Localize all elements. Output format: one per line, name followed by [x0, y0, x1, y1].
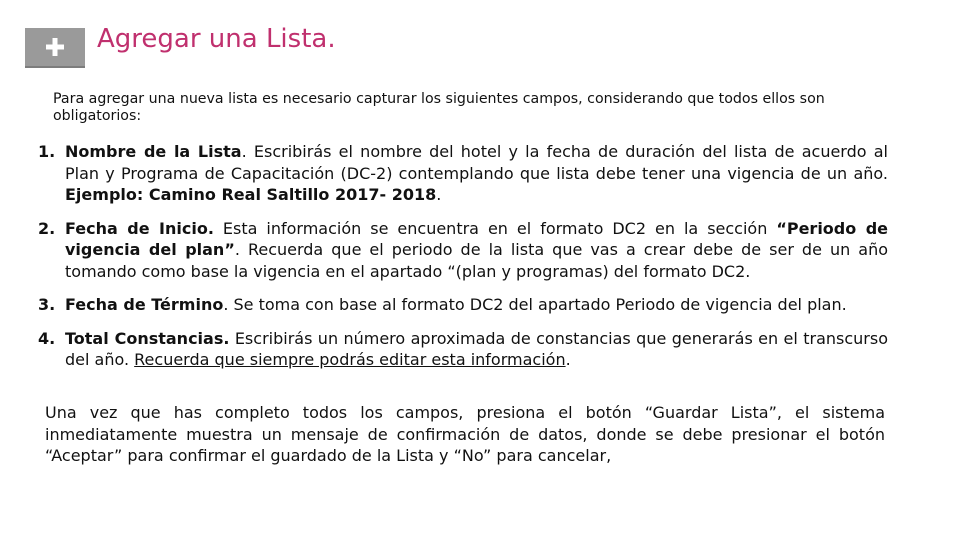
- edit-reminder: Recuerda que siempre podrás editar esta información: [134, 350, 566, 369]
- item-number: 4.: [38, 328, 56, 348]
- field-label: Fecha de Inicio.: [65, 218, 214, 238]
- field-label: Fecha de Término: [65, 295, 224, 314]
- required-fields-list: [38, 141, 888, 383]
- page-title: Agregar una Lista.: [97, 24, 336, 54]
- item-number: 3.: [38, 295, 56, 314]
- item-text: Nombre de la Lista. Escribirás el nombre del hotel y la fecha de duración del lista de acuerdo al Plan y Programa de Capacitación (DC-2) contemplando que lista debe tener una vigencia de un año. Ejemplo: Camino Real Saltillo 2017- 2018.: [65, 142, 888, 204]
- item-text: Fecha de Término. Se toma con base al formato DC2 del apartado Periodo de vigencia del plan.: [65, 295, 847, 314]
- plus-icon: [45, 37, 65, 57]
- list-item: [38, 294, 888, 316]
- field-label: Total Constancias.: [65, 328, 230, 348]
- closing-text: Una vez que has completo todos los campos, presiona el botón “Guardar Lista”, el sistema inmediatamente muestra un mensaje de confirmación de datos, donde se debe presionar el botón “Aceptar” para confirmar el guardado de la Lista y “No” para cancelar,: [45, 403, 885, 465]
- list-item: [38, 141, 888, 206]
- item-number: 1.: [38, 142, 56, 161]
- item-number: 2.: [38, 218, 56, 238]
- section-name: “Periodo de vigencia del plan”: [65, 218, 889, 259]
- intro-text: Para agregar una nueva lista es necesario capturar los siguientes campos, considerando que todos ellos son obligatorios:: [53, 91, 825, 124]
- add-list-button[interactable]: [25, 28, 85, 68]
- list-item: [38, 328, 888, 371]
- item-text: Fecha de Inicio. Esta información se encuentra en el formato DC2 en la sección “Periodo de vigencia del plan”. Recuerda que el periodo de la lista que vas a crear debe de ser de un año tomando como base la vigencia en el apartado “(plan y programas) del formato DC2.: [65, 218, 889, 281]
- list-item: [38, 218, 888, 283]
- item-text: Total Constancias. Escribirás un número aproximada de constancias que generarás en el transcurso del año. Recuerda que siempre podrás editar esta información.: [65, 328, 888, 369]
- field-label: Nombre de la Lista: [65, 142, 242, 161]
- example-text: Ejemplo: Camino Real Saltillo 2017- 2018: [65, 185, 437, 204]
